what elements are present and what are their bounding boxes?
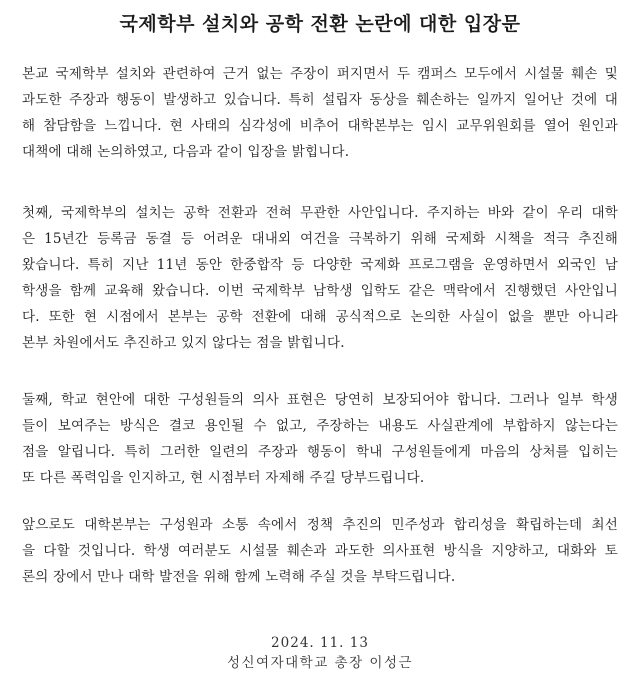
text-line: 대책에 대해 논의하였고, 다음과 같이 입장을 밝힙니다. (22, 144, 350, 160)
text-line: 학생을 함께 교육해 왔습니다. 이번 국제학부 남학생 입학도 같은 맥락에서 진행했던 사안입니 (22, 283, 618, 299)
text-line: 둘째, 학교 현안에 대한 구성원들의 의사 표현은 당연히 보장되어야 합니다. 그러나 일부 학생 (22, 392, 618, 408)
text-line: 해 참담함을 느낍니다. 현 사태의 심각성에 비추어 대학본부는 임시 교무위원회를 열어 원인과 (22, 118, 618, 134)
text-line: 왔습니다. 특히 지난 11년 동안 한중합작 등 다양한 국제화 프로그램을 운영하면서 외국인 남 (22, 257, 618, 273)
text-line: 과도한 주장과 행동이 발생하고 있습니다. 특히 설립자 동상을 훼손하는 일까지 일어난 것에 대 (22, 92, 618, 108)
paragraph-conclusion (22, 512, 618, 590)
text-line: 다. 또한 현 시점에서 본부는 공학 전환에 대해 공식적으로 논의한 사실이 없을 뿐만 아니라 (22, 309, 618, 325)
document-title: 국제학부 설치와 공학 전환 논란에 대한 입장문 (119, 13, 521, 35)
paragraph-intro (22, 61, 618, 165)
text-line: 점을 알립니다. 특히 그러한 일련의 주장과 행동이 학내 구성원들에게 마음의 상처를 입히는 (22, 444, 618, 460)
text-line: 들이 보여주는 방식은 결코 용인될 수 없고, 주장하는 내용도 사실관계에 부합하지 않는다는 (22, 418, 618, 434)
paragraph-first-point (22, 200, 618, 356)
text-line: 또 다른 폭력임을 인지하고, 현 시점부터 자제해 주길 당부드립니다. (22, 470, 425, 486)
text-line: 본교 국제학부 설치와 관련하여 근거 없는 주장이 퍼지면서 두 캠퍼스 모두에서 시설물 훼손 및 (22, 66, 618, 82)
paragraph-second-point (22, 387, 618, 491)
text-line: 앞으로도 대학본부는 구성원과 소통 속에서 정책 추진의 민주성과 합리성을 확립하는데 최선 (22, 517, 618, 533)
text-line: 본부 차원에서도 추진하고 있지 않다는 점을 밝힙니다. (22, 335, 345, 351)
text-line: 은 15년간 등록금 동결 등 어려운 대내외 여건을 극복하기 위해 국제화 시책을 적극 추진해 (22, 231, 618, 247)
text-line: 을 다할 것입니다. 학생 여러분도 시설물 훼손과 과도한 의사표현 방식을 지양하고, 대화와 토 (22, 543, 618, 559)
text-line: 론의 장에서 만나 대학 발전을 위해 함께 노력해 주실 것을 부탁드립니다. (22, 569, 456, 585)
statement-date: 2024. 11. 13 (271, 635, 369, 651)
statement-signature: 성신여자대학교 총장 이성근 (226, 655, 414, 671)
text-line: 첫째, 국제학부의 설치는 공학 전환과 전혀 무관한 사안입니다. 주지하는 바와 같이 우리 대학 (22, 205, 618, 221)
